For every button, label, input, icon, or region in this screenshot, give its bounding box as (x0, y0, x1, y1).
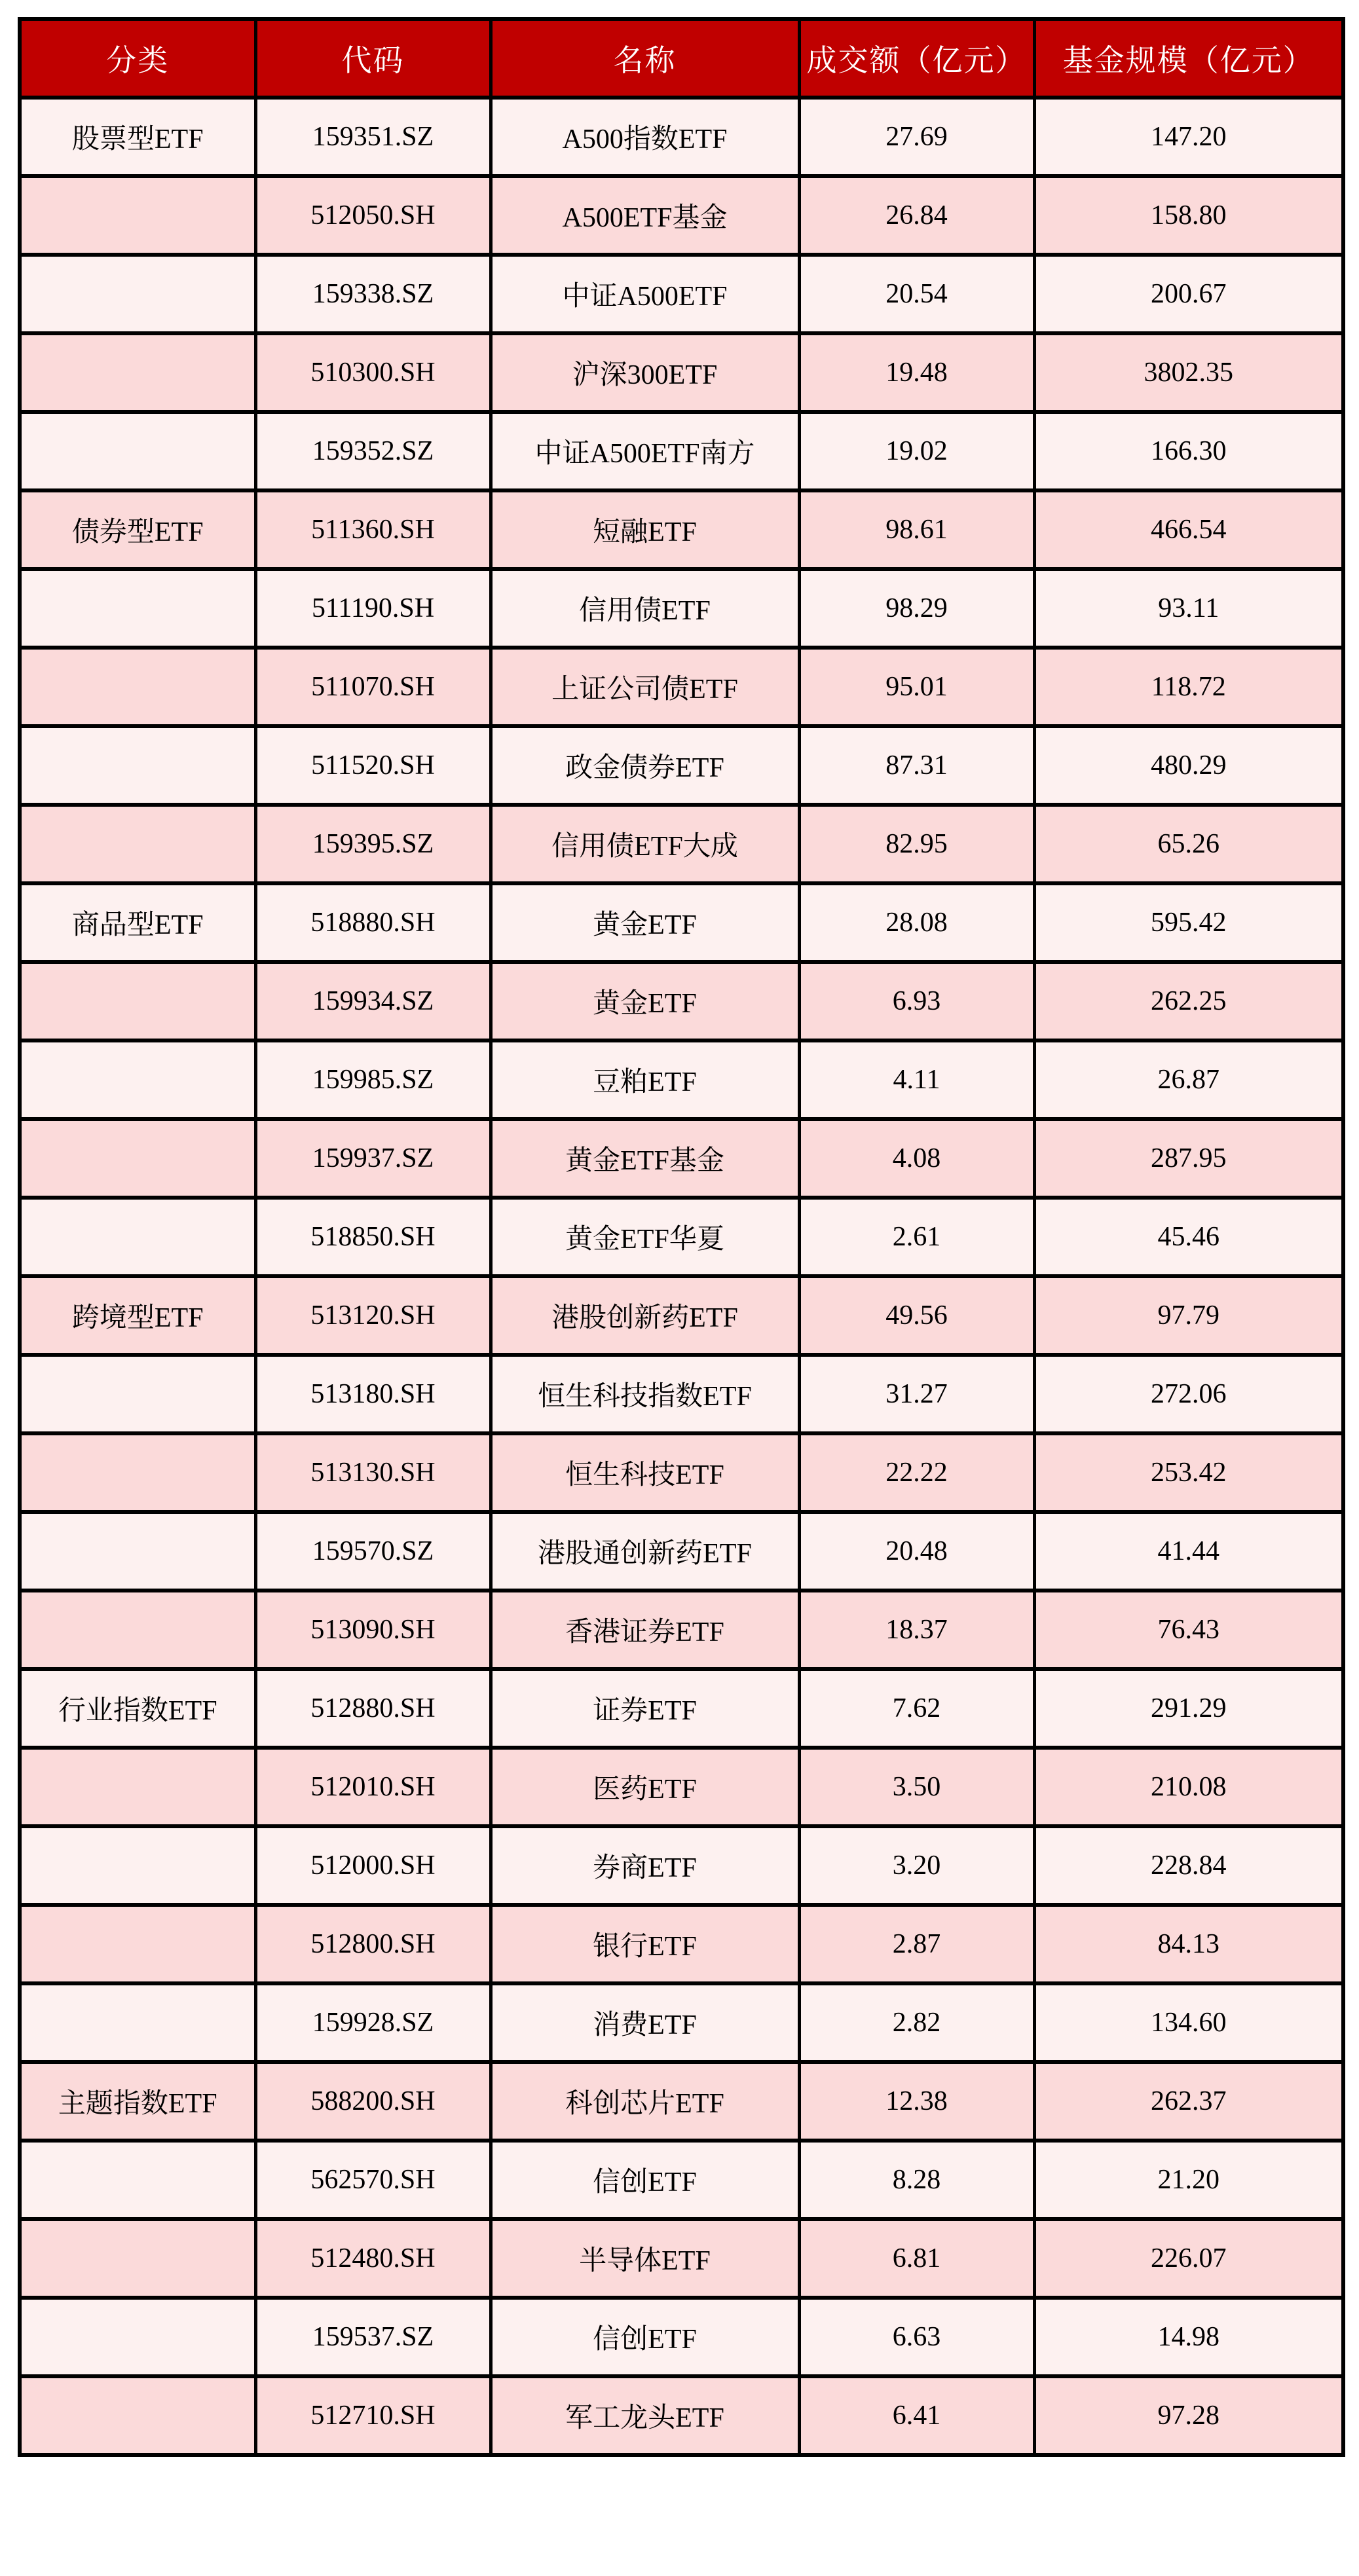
cell-category (20, 1040, 255, 1119)
table-row (20, 1198, 1343, 1276)
table-row (20, 1355, 1343, 1433)
cell-name: 消费ETF (491, 1983, 799, 2062)
cell-fund-size: 14.98 (1034, 2298, 1343, 2376)
header-row (20, 19, 1343, 98)
cell-turnover: 2.87 (799, 1905, 1034, 1983)
col-header-name: 名称 (491, 19, 799, 98)
col-header-fund-size: 基金规模（亿元） (1034, 19, 1343, 98)
cell-turnover: 4.11 (799, 1040, 1034, 1119)
cell-category (20, 1119, 255, 1198)
cell-fund-size: 595.42 (1034, 883, 1343, 962)
cell-fund-size: 26.87 (1034, 1040, 1343, 1119)
cell-turnover: 31.27 (799, 1355, 1034, 1433)
table-row (20, 1669, 1343, 1748)
etf-table-page (18, 17, 1345, 2457)
cell-code: 512710.SH (255, 2376, 491, 2455)
table-row (20, 1512, 1343, 1591)
cell-turnover: 20.48 (799, 1512, 1034, 1591)
cell-name: 医药ETF (491, 1748, 799, 1826)
cell-fund-size: 147.20 (1034, 98, 1343, 176)
cell-fund-size: 158.80 (1034, 176, 1343, 255)
cell-fund-size: 226.07 (1034, 2219, 1343, 2298)
table-row (20, 962, 1343, 1040)
col-header-turnover: 成交额（亿元） (799, 19, 1034, 98)
table-row (20, 1591, 1343, 1669)
cell-turnover: 2.82 (799, 1983, 1034, 2062)
cell-code: 159934.SZ (255, 962, 491, 1040)
cell-name: 半导体ETF (491, 2219, 799, 2298)
cell-fund-size: 134.60 (1034, 1983, 1343, 2062)
table-row (20, 648, 1343, 726)
cell-code: 511070.SH (255, 648, 491, 726)
table-row (20, 1748, 1343, 1826)
cell-name: 黄金ETF (491, 962, 799, 1040)
cell-code: 159338.SZ (255, 255, 491, 333)
cell-fund-size: 45.46 (1034, 1198, 1343, 1276)
cell-category (20, 333, 255, 412)
cell-turnover: 98.61 (799, 490, 1034, 569)
table-row (20, 2298, 1343, 2376)
cell-code: 588200.SH (255, 2062, 491, 2141)
cell-category (20, 1826, 255, 1905)
cell-category (20, 255, 255, 333)
cell-code: 159937.SZ (255, 1119, 491, 1198)
cell-turnover: 98.29 (799, 569, 1034, 648)
cell-category (20, 1512, 255, 1591)
cell-category (20, 1198, 255, 1276)
cell-code: 511520.SH (255, 726, 491, 805)
cell-category (20, 176, 255, 255)
cell-fund-size: 272.06 (1034, 1355, 1343, 1433)
cell-category: 债券型ETF (20, 490, 255, 569)
cell-fund-size: 262.37 (1034, 2062, 1343, 2141)
cell-name: 黄金ETF基金 (491, 1119, 799, 1198)
cell-code: 518880.SH (255, 883, 491, 962)
cell-code: 159351.SZ (255, 98, 491, 176)
cell-turnover: 19.02 (799, 412, 1034, 490)
cell-category (20, 1355, 255, 1433)
table-row (20, 1905, 1343, 1983)
cell-name: A500指数ETF (491, 98, 799, 176)
table-row (20, 333, 1343, 412)
cell-fund-size: 200.67 (1034, 255, 1343, 333)
cell-code: 512000.SH (255, 1826, 491, 1905)
cell-code: 511190.SH (255, 569, 491, 648)
cell-code: 511360.SH (255, 490, 491, 569)
cell-turnover: 20.54 (799, 255, 1034, 333)
cell-code: 159928.SZ (255, 1983, 491, 2062)
cell-fund-size: 65.26 (1034, 805, 1343, 883)
cell-name: 信创ETF (491, 2298, 799, 2376)
cell-turnover: 19.48 (799, 333, 1034, 412)
cell-category (20, 412, 255, 490)
table-row (20, 1983, 1343, 2062)
cell-fund-size: 21.20 (1034, 2141, 1343, 2219)
cell-code: 513090.SH (255, 1591, 491, 1669)
cell-fund-size: 93.11 (1034, 569, 1343, 648)
cell-name: 银行ETF (491, 1905, 799, 1983)
table-row (20, 805, 1343, 883)
table-row (20, 569, 1343, 648)
table-row (20, 2376, 1343, 2455)
cell-fund-size: 118.72 (1034, 648, 1343, 726)
cell-code: 159395.SZ (255, 805, 491, 883)
cell-category (20, 805, 255, 883)
cell-name: 香港证券ETF (491, 1591, 799, 1669)
cell-name: 恒生科技指数ETF (491, 1355, 799, 1433)
cell-category (20, 962, 255, 1040)
cell-code: 512880.SH (255, 1669, 491, 1748)
table-row (20, 2141, 1343, 2219)
cell-turnover: 12.38 (799, 2062, 1034, 2141)
cell-fund-size: 466.54 (1034, 490, 1343, 569)
cell-code: 512800.SH (255, 1905, 491, 1983)
table-row (20, 726, 1343, 805)
cell-fund-size: 253.42 (1034, 1433, 1343, 1512)
cell-turnover: 18.37 (799, 1591, 1034, 1669)
cell-turnover: 4.08 (799, 1119, 1034, 1198)
cell-code: 512480.SH (255, 2219, 491, 2298)
cell-turnover: 2.61 (799, 1198, 1034, 1276)
table-row (20, 176, 1343, 255)
col-header-category: 分类 (20, 19, 255, 98)
table-row (20, 1276, 1343, 1355)
table-row (20, 98, 1343, 176)
table-row (20, 1826, 1343, 1905)
cell-fund-size: 3802.35 (1034, 333, 1343, 412)
cell-category (20, 2141, 255, 2219)
cell-turnover: 22.22 (799, 1433, 1034, 1512)
cell-turnover: 6.63 (799, 2298, 1034, 2376)
cell-turnover: 8.28 (799, 2141, 1034, 2219)
cell-fund-size: 291.29 (1034, 1669, 1343, 1748)
cell-name: 港股创新药ETF (491, 1276, 799, 1355)
cell-turnover: 27.69 (799, 98, 1034, 176)
cell-turnover: 28.08 (799, 883, 1034, 962)
cell-code: 159352.SZ (255, 412, 491, 490)
cell-category: 主题指数ETF (20, 2062, 255, 2141)
cell-fund-size: 41.44 (1034, 1512, 1343, 1591)
table-row (20, 1433, 1343, 1512)
cell-code: 518850.SH (255, 1198, 491, 1276)
cell-name: 港股通创新药ETF (491, 1512, 799, 1591)
cell-code: 513120.SH (255, 1276, 491, 1355)
cell-category: 行业指数ETF (20, 1669, 255, 1748)
cell-name: 军工龙头ETF (491, 2376, 799, 2455)
table-row (20, 1119, 1343, 1198)
cell-name: 信创ETF (491, 2141, 799, 2219)
cell-fund-size: 97.28 (1034, 2376, 1343, 2455)
cell-code: 512050.SH (255, 176, 491, 255)
cell-turnover: 3.20 (799, 1826, 1034, 1905)
cell-name: 科创芯片ETF (491, 2062, 799, 2141)
cell-category (20, 569, 255, 648)
cell-category (20, 1905, 255, 1983)
cell-category: 商品型ETF (20, 883, 255, 962)
cell-name: 信用债ETF (491, 569, 799, 648)
cell-code: 513130.SH (255, 1433, 491, 1512)
cell-category (20, 648, 255, 726)
cell-code: 159537.SZ (255, 2298, 491, 2376)
cell-name: 黄金ETF (491, 883, 799, 962)
cell-name: 政金债券ETF (491, 726, 799, 805)
cell-name: 中证A500ETF南方 (491, 412, 799, 490)
cell-fund-size: 480.29 (1034, 726, 1343, 805)
cell-category (20, 2298, 255, 2376)
table-row (20, 2062, 1343, 2141)
table-row (20, 2219, 1343, 2298)
cell-name: 中证A500ETF (491, 255, 799, 333)
cell-turnover: 6.93 (799, 962, 1034, 1040)
cell-category (20, 1748, 255, 1826)
cell-turnover: 95.01 (799, 648, 1034, 726)
etf-table (18, 17, 1345, 2457)
cell-category: 股票型ETF (20, 98, 255, 176)
cell-name: 豆粕ETF (491, 1040, 799, 1119)
cell-name: 短融ETF (491, 490, 799, 569)
cell-category: 跨境型ETF (20, 1276, 255, 1355)
cell-code: 510300.SH (255, 333, 491, 412)
cell-code: 159570.SZ (255, 1512, 491, 1591)
cell-turnover: 6.81 (799, 2219, 1034, 2298)
cell-category (20, 726, 255, 805)
cell-code: 513180.SH (255, 1355, 491, 1433)
cell-turnover: 7.62 (799, 1669, 1034, 1748)
cell-name: 上证公司债ETF (491, 648, 799, 726)
table-body (20, 98, 1343, 2455)
cell-fund-size: 262.25 (1034, 962, 1343, 1040)
cell-category (20, 1591, 255, 1669)
cell-category (20, 2219, 255, 2298)
cell-code: 159985.SZ (255, 1040, 491, 1119)
cell-turnover: 49.56 (799, 1276, 1034, 1355)
cell-category (20, 1433, 255, 1512)
table-row (20, 412, 1343, 490)
cell-name: 证券ETF (491, 1669, 799, 1748)
col-header-code: 代码 (255, 19, 491, 98)
table-row (20, 255, 1343, 333)
cell-fund-size: 76.43 (1034, 1591, 1343, 1669)
cell-code: 512010.SH (255, 1748, 491, 1826)
cell-turnover: 82.95 (799, 805, 1034, 883)
cell-name: 黄金ETF华夏 (491, 1198, 799, 1276)
cell-fund-size: 84.13 (1034, 1905, 1343, 1983)
cell-fund-size: 97.79 (1034, 1276, 1343, 1355)
cell-name: 券商ETF (491, 1826, 799, 1905)
cell-name: 沪深300ETF (491, 333, 799, 412)
cell-turnover: 3.50 (799, 1748, 1034, 1826)
cell-turnover: 87.31 (799, 726, 1034, 805)
table-row (20, 1040, 1343, 1119)
table-row (20, 883, 1343, 962)
cell-name: 信用债ETF大成 (491, 805, 799, 883)
cell-code: 562570.SH (255, 2141, 491, 2219)
cell-fund-size: 287.95 (1034, 1119, 1343, 1198)
cell-name: 恒生科技ETF (491, 1433, 799, 1512)
cell-category (20, 2376, 255, 2455)
cell-name: A500ETF基金 (491, 176, 799, 255)
table-row (20, 490, 1343, 569)
cell-fund-size: 210.08 (1034, 1748, 1343, 1826)
cell-turnover: 26.84 (799, 176, 1034, 255)
cell-category (20, 1983, 255, 2062)
cell-fund-size: 166.30 (1034, 412, 1343, 490)
cell-turnover: 6.41 (799, 2376, 1034, 2455)
cell-fund-size: 228.84 (1034, 1826, 1343, 1905)
